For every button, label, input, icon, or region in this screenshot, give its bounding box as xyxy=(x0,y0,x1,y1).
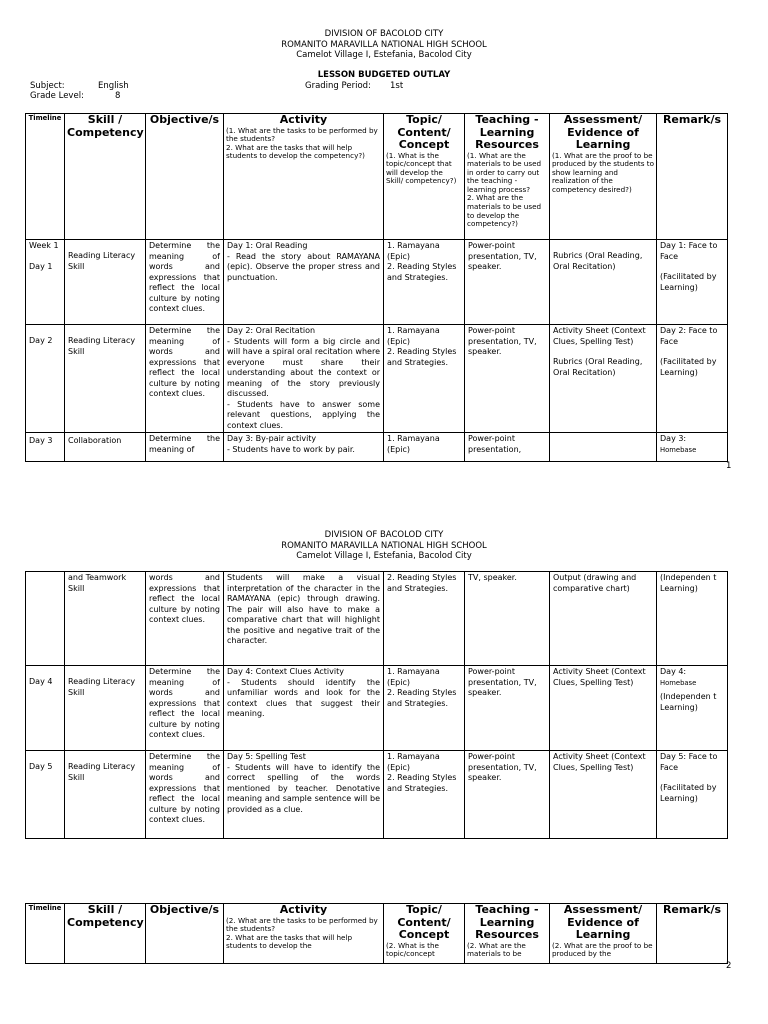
activity-title: Day 5: Spelling Test xyxy=(227,752,306,761)
day-label: Day 1 xyxy=(29,261,53,271)
week-label: Week 1 xyxy=(29,241,59,250)
assessment-cell: Activity Sheet (Context Clues, Spelling Test) Rubrics (Oral Reading, Oral Recitation) xyxy=(550,325,657,433)
remarks-cell: Day 1: Face to Face (Facilitated by Learning) xyxy=(657,240,728,325)
activity-title: Day 1: Oral Reading xyxy=(227,241,308,250)
header-resources-question-1: (1. What are the materials to be used in order to carry out the teaching - learning process? xyxy=(467,150,542,194)
timeline-cell xyxy=(26,751,65,839)
document-title: LESSON BUDGETED OUTLAY xyxy=(317,70,451,80)
header-remarks: Remark/s xyxy=(657,904,728,964)
school-address: Camelot Village I, Estefania, Bacolod City xyxy=(296,551,472,561)
resources-cell: Power-point presentation, TV, speaker. xyxy=(465,240,550,325)
lesson-table-page1 xyxy=(25,113,728,462)
header-timeline: Timeline xyxy=(26,114,65,240)
subject-label: Subject: xyxy=(30,81,65,91)
header-resources-question: (2. What are the materials to be xyxy=(467,940,526,959)
activity-text-2: - Students have to answer some relevant questions, applying the context clues. xyxy=(227,399,380,430)
assessment-cell: Rubrics (Oral Reading, Oral Recitation) xyxy=(550,240,657,325)
topic-cell: 1. Ramayana (Epic) 2. Reading Styles and Strategies. xyxy=(384,325,465,433)
header-skill: Skill / Competency xyxy=(65,904,146,964)
header-assessment-label: Assessment/ Evidence of Learning xyxy=(563,903,643,941)
timeline-cell xyxy=(26,433,65,462)
timeline-cell xyxy=(26,240,65,325)
assessment-cell: Activity Sheet (Context Clues, Spelling Test) xyxy=(550,751,657,839)
division-name: DIVISION OF BACOLOD CITY xyxy=(324,530,444,540)
header-resources-question-2: 2. What are the materials to be used to develop the competency?) xyxy=(467,193,542,229)
header-assessment-label: Assessment/ Evidence of Learning xyxy=(563,113,643,151)
grade-label: Grade Level: xyxy=(30,91,84,101)
header-activity-question-2: 2. What are the tasks that will help students to develop the competency?) xyxy=(226,142,365,161)
activity-text: - Students will have to identify the correct spelling of the words mentioned by teacher. Denotative meaning and sample sentence will be provided as a clue. xyxy=(227,762,380,814)
objective-cell: Determine the meaning of words and expressions that reflect the local culture by noting context clues. xyxy=(146,751,224,839)
header-topic-question: (1. What is the topic/concept that will develop the Skill/ competency?) xyxy=(386,150,457,186)
day-label: Day 4 xyxy=(29,677,53,686)
activity-cell: Students will make a visual interpretation of the character in the RAMAYANA (epic) through drawing. The pair will also have to make a comparative chart that will highlight the positive and negative trait of the character. xyxy=(224,572,384,666)
header-resources-label: Teaching - Learning Resources xyxy=(475,903,539,941)
skill-cell: Collaboration xyxy=(65,433,146,462)
grading-period-label: Grading Period: xyxy=(305,81,371,91)
grading-period-value: 1st xyxy=(390,81,404,91)
topic-cell: 1. Ramayana (Epic) 2. Reading Styles and Strategies. xyxy=(384,240,465,325)
table-row xyxy=(26,325,728,433)
table-row xyxy=(26,751,728,839)
activity-text: - Students will form a big circle and will have a spiral oral recitation where everyone must share their understanding about the context or meaning of the story previously discussed. xyxy=(227,336,380,398)
remarks-cell: Day 2: Face to Face (Facilitated by Learning) xyxy=(657,325,728,433)
assessment-cell: Activity Sheet (Context Clues, Spelling Test) xyxy=(550,666,657,751)
lesson-table-page2 xyxy=(25,571,728,839)
activity-title: Day 4: Context Clues Activity xyxy=(227,667,344,676)
lesson-table-page2-header xyxy=(25,903,728,964)
header-objective: Objective/s xyxy=(146,904,224,964)
school-address: Camelot Village I, Estefania, Bacolod City xyxy=(296,50,472,60)
timeline-cell xyxy=(26,666,65,751)
skill-cell: Reading Literacy Skill xyxy=(65,751,146,839)
objective-cell: Determine the meaning of words and expressions that reflect the local culture by noting context clues. xyxy=(146,666,224,751)
topic-cell: 1. Ramayana (Epic) xyxy=(384,433,465,462)
table-row xyxy=(26,666,728,751)
skill-cell: Reading Literacy Skill xyxy=(65,666,146,751)
header-activity-question-1: (1. What are the tasks to be performed by the students? xyxy=(226,125,378,144)
header-assessment-question: (2. What are the proof to be produced by the xyxy=(552,940,653,959)
header-topic-question: (2. What is the topic/concept xyxy=(386,940,439,959)
objective-cell: Determine the meaning of xyxy=(146,433,224,462)
day-label: Day 3 xyxy=(29,436,53,445)
table-row xyxy=(26,572,728,666)
skill-cell: Reading Literacy Skill xyxy=(65,240,146,325)
header-activity-label: Activity xyxy=(279,903,328,916)
header-resources xyxy=(465,904,550,964)
school-name: ROMANITO MARAVILLA NATIONAL HIGH SCHOOL xyxy=(281,39,487,50)
header-timeline: Timeline xyxy=(26,904,65,964)
header-topic-label: Topic/ Content/ Concept xyxy=(397,113,451,151)
header-objective: Objective/s xyxy=(146,114,224,240)
objective-cell: Determine the meaning of words and expressions that reflect the local culture by noting context clues. xyxy=(146,240,224,325)
activity-title: Day 2: Oral Recitation xyxy=(227,326,316,335)
header-remarks: Remark/s xyxy=(657,114,728,240)
division-name: DIVISION OF BACOLOD CITY xyxy=(324,29,444,39)
grade-value: 8 xyxy=(115,91,121,101)
remarks-cell: Day 4: Homebase (Independen t Learning) xyxy=(657,666,728,751)
header-topic xyxy=(384,114,465,240)
activity-cell xyxy=(224,433,384,462)
activity-cell xyxy=(224,751,384,839)
table-header-row xyxy=(26,904,728,964)
header-topic xyxy=(384,904,465,964)
page2-header xyxy=(0,530,768,562)
day-label: Day 2 xyxy=(29,336,53,345)
topic-cell: 2. Reading Styles and Strategies. xyxy=(384,572,465,666)
header-activity xyxy=(224,904,384,964)
header-resources-label: Teaching - Learning Resources xyxy=(475,113,539,151)
header-assessment-question: (1. What are the proof to be produced by the students to show learning and realization of the competency desired?) xyxy=(552,150,654,194)
timeline-cell xyxy=(26,325,65,433)
header-topic-label: Topic/ Content/ Concept xyxy=(397,903,451,941)
topic-cell: 1. Ramayana (Epic) 2. Reading Styles and Strategies. xyxy=(384,751,465,839)
resources-cell: Power-point presentation, xyxy=(465,433,550,462)
remarks-cell: Day 3: Homebase xyxy=(657,433,728,462)
activity-text: - Students have to work by pair. xyxy=(227,444,355,454)
table-header-row xyxy=(26,114,728,240)
resources-cell: Power-point presentation, TV, speaker. xyxy=(465,666,550,751)
header-resources xyxy=(465,114,550,240)
activity-cell xyxy=(224,325,384,433)
header-activity-question-2: 2. What are the tasks that will help students to develop the xyxy=(226,932,353,951)
header-activity xyxy=(224,114,384,240)
topic-cell: 1. Ramayana (Epic) 2. Reading Styles and Strategies. xyxy=(384,666,465,751)
header-skill: Skill / Competency xyxy=(65,114,146,240)
page-number-1: 1 xyxy=(726,461,732,471)
page-number-2: 2 xyxy=(726,961,732,971)
header-assessment xyxy=(550,114,657,240)
subject-value: English xyxy=(98,81,129,91)
remarks-cell: Day 5: Face to Face (Facilitated by Learning) xyxy=(657,751,728,839)
activity-cell xyxy=(224,666,384,751)
table-row xyxy=(26,240,728,325)
skill-cell: and Teamwork Skill xyxy=(65,572,146,666)
header-assessment xyxy=(550,904,657,964)
assessment-cell: Output (drawing and comparative chart) xyxy=(550,572,657,666)
day-label: Day 5 xyxy=(29,762,53,771)
objective-cell: Determine the meaning of words and expressions that reflect the local culture by noting context clues. xyxy=(146,325,224,433)
skill-cell: Reading Literacy Skill xyxy=(65,325,146,433)
page1-header xyxy=(0,29,768,61)
header-activity-label: Activity xyxy=(279,113,328,126)
timeline-cell xyxy=(26,572,65,666)
activity-text: - Read the story about RAMAYANA (epic). Observe the proper stress and punctuation. xyxy=(227,251,380,282)
activity-cell xyxy=(224,240,384,325)
table-row xyxy=(26,433,728,462)
remarks-cell: (Independen t Learning) xyxy=(657,572,728,666)
header-activity-question-1: (2. What are the tasks to be performed by the students? xyxy=(226,915,378,934)
objective-cell: words and expressions that reflect the local culture by noting context clues. xyxy=(146,572,224,666)
resources-cell: TV, speaker. xyxy=(465,572,550,666)
activity-title: Day 3: By-pair activity xyxy=(227,434,317,443)
assessment-cell xyxy=(550,433,657,462)
resources-cell: Power-point presentation, TV, speaker. xyxy=(465,325,550,433)
activity-text: - Students should identify the unfamiliar words and look for the context clues that suggest their meaning. xyxy=(227,677,380,718)
school-name: ROMANITO MARAVILLA NATIONAL HIGH SCHOOL xyxy=(281,540,487,551)
resources-cell: Power-point presentation, TV, speaker. xyxy=(465,751,550,839)
